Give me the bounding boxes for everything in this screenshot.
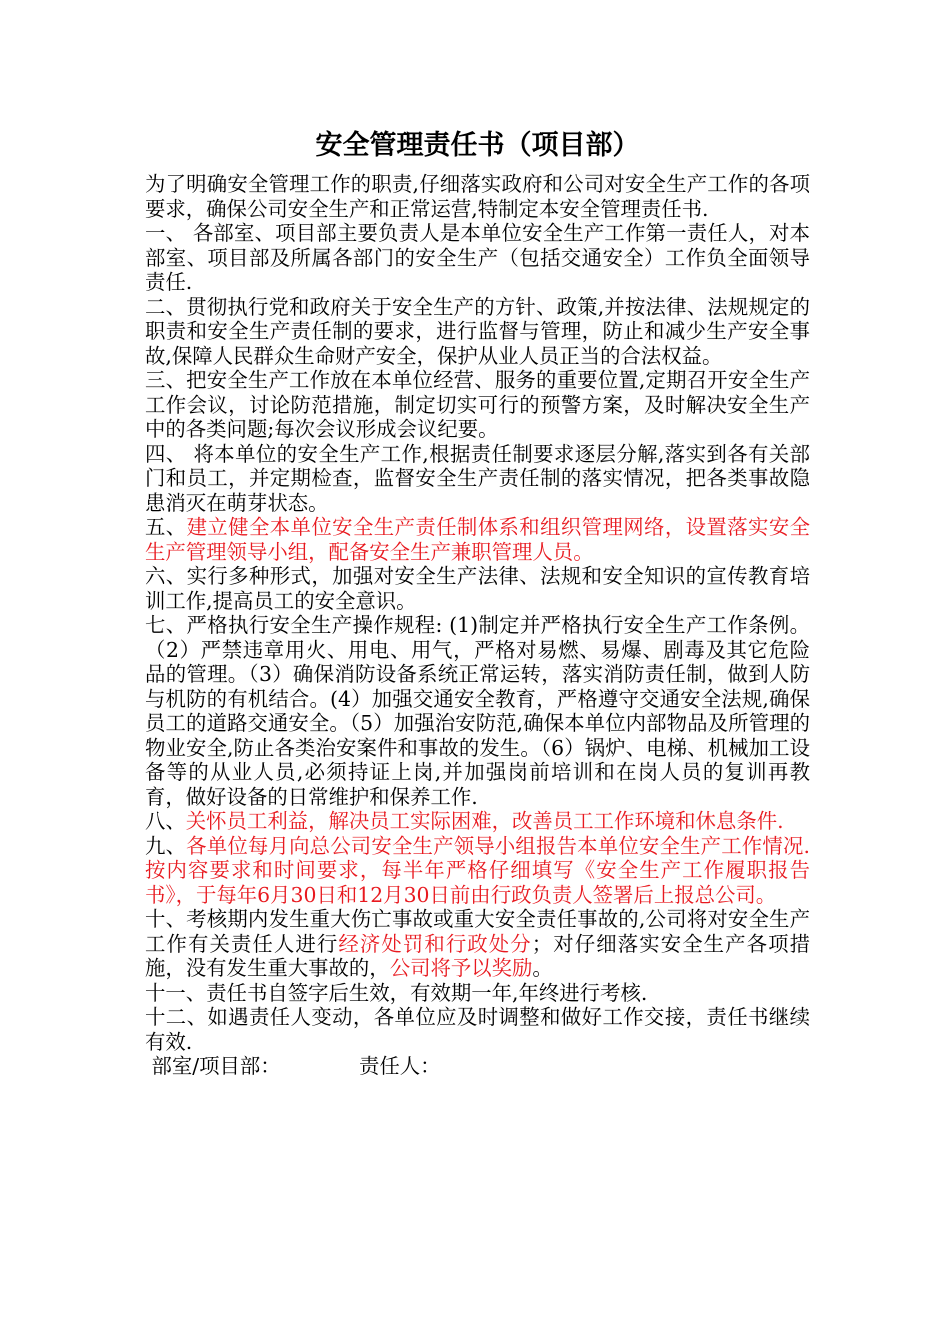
paragraph-text: 九、 — [145, 833, 187, 858]
paragraph-item-2 — [145, 295, 810, 369]
highlighted-text: 关怀员工利益，解决员工实际困难，改善员工工作环境和休息条件. — [185, 809, 784, 833]
paragraph-item-3 — [145, 368, 810, 442]
paragraph-text: 十二、如遇责任人变动，各单位应及时调整和做好工作交接，责任书继续有效. — [145, 1005, 810, 1054]
highlighted-text: 建立健全本单位安全生产责任制体系和组织管理网络，设置落实安全生产管理领导小组，配备安全生产兼职管理人员。 — [145, 515, 811, 564]
document-body — [145, 172, 810, 1054]
paragraph-item-6 — [145, 564, 810, 613]
paragraph-text: 七、严格执行安全生产操作规程: (1)制定并严格执行安全生产工作条例。 （2）严禁违章用火、用电、用气，严格对易燃、易爆、剧毒及其它危险品的管理。（3）确保消防设备系统正常运转，落实消防责任制，做到人防与机防的有机结合。(4）加强交通安全教育，严格遵守交通安全法规,确保员工的道路交通安全。（5）加强治安防范,确保本单位内部物品及所管理的物业安全,防止各类治安案件和事故的发生。（6）锅炉、电梯、机械加工设备等的从业人员,必须持证上岗,并加强岗前培训和在岗人员的复训再教育，做好设备的日常维护和保养工作. — [145, 613, 810, 809]
paragraph-item-8 — [145, 809, 810, 834]
paragraph-text: 八、 — [145, 809, 186, 833]
paragraph-text: 十一、责任书自签字后生效，有效期一年,年终进行考核. — [145, 980, 648, 1005]
paragraph-item-9 — [145, 834, 810, 908]
paragraph-intro — [145, 172, 810, 221]
paragraph-item-12 — [145, 1005, 810, 1054]
highlighted-text: 经济处罚和行政处分 — [338, 931, 532, 956]
paragraph-item-5 — [145, 515, 810, 564]
paragraph-text: 三、把安全生产工作放在本单位经营、服务的重要位置,定期召开安全生产工作会议，讨论防范措施，制定切实可行的预警方案，及时解决安全生产中的各类问题;每次会议形成会议纪要。 — [145, 368, 810, 441]
document-title: 安全管理责任书（项目部） — [315, 130, 640, 161]
paragraph-text: 为了明确安全管理工作的职责,仔细落实政府和公司对安全生产工作的各项要求，确保公司安全生产和正常运营,特制定本安全管理责任书. — [145, 172, 810, 221]
paragraph-text: 。 — [532, 956, 553, 980]
signature-line — [145, 1054, 810, 1079]
paragraph-text: 一、 各部室、项目部主要负责人是本单位安全生产工作第一责任人，对本部室、项目部及所属各部门的安全生产（包括交通安全）工作负全面领导责任. — [145, 221, 810, 294]
paragraph-text: 十、考核期内发生重大伤亡事故或重大安全责任事故的,公司将对安全生产工作有关责任人进行 — [145, 907, 810, 956]
paragraph-text: 六、实行多种形式，加强对安全生产法律、法规和安全知识的宣传教育培训工作,提高员工的安全意识。 — [145, 564, 810, 613]
paragraph-text: 四、 将本单位的安全生产工作,根据责任制要求逐层分解,落实到各有关部门和员工，并定期检查，监督安全生产责任制的落实情况，把各类事故隐患消灭在萌芽状态。 — [145, 441, 810, 515]
paragraph-item-7 — [145, 613, 810, 809]
highlighted-text: 各单位每月向总公司安全生产领导小组报告本单位安全生产工作情况.按内容要求和时间要求，每半年严格仔细填写《安全生产工作履职报告书》，于每年6月30日和12月30日前由行政负责人签署后上报总公司。 — [145, 833, 811, 907]
signature-dept-label: 部室/项目部： — [145, 1054, 281, 1078]
paragraph-text: 二、贯彻执行党和政府关于安全生产的方针、政策,并按法律、法规规定的职责和安全生产责任制的要求，进行监督与管理，防止和减少生产安全事故,保障人民群众生命财产安全，保护从业人员正当的合法权益。 — [145, 294, 810, 368]
paragraph-item-11 — [145, 981, 810, 1006]
document-page — [145, 128, 810, 1079]
paragraph-text: 五、 — [145, 515, 187, 539]
paragraph-item-1 — [145, 221, 810, 295]
paragraph-item-4 — [145, 442, 810, 516]
signature-person-label: 责任人： — [359, 1054, 441, 1078]
paragraph-item-10 — [145, 907, 810, 981]
paragraph-text: ；对仔细落实安全生产各项措施，没有发生重大事故的， — [145, 931, 811, 980]
highlighted-text: 公司将予以奖励 — [389, 956, 533, 980]
